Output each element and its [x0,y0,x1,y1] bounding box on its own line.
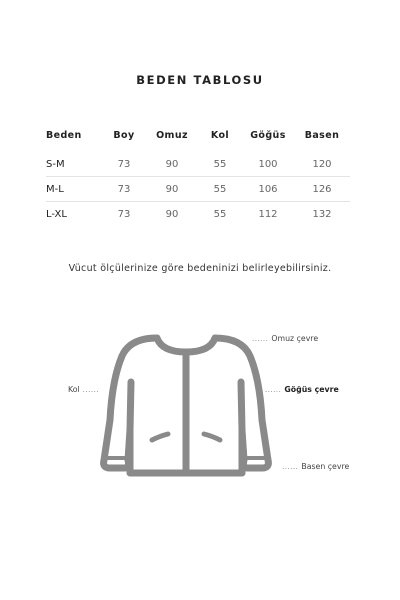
left-pocket [152,434,168,440]
right-pocket [204,434,220,440]
header-kol: Kol [210,129,230,141]
boy-cell: 73 [117,208,131,220]
garment-diagram [0,320,400,490]
left-sleeve-seam [130,382,131,430]
dotted-leader: ...... [252,334,269,343]
omuz-cell: 90 [146,177,198,202]
sleeve-callout [68,385,99,394]
hip-callout [282,462,349,471]
page-title: BEDEN TABLOSU [136,73,264,87]
right-sleeve-seam [241,382,242,430]
shoulder-label: Omuz çevre [271,334,319,343]
boy-cell: 73 [102,177,146,202]
basen-cell: 132 [312,208,332,220]
measurement-note: Vücut ölçülerinize göre bedeninizi belirleyebilirsiniz. [68,263,332,274]
table-row [46,202,350,227]
chest-callout [265,385,339,394]
header-omuz: Omuz [156,129,188,141]
table-header-row [46,124,350,146]
header-basen: Basen [304,129,340,141]
kol-cell: 55 [198,146,242,177]
omuz-cell: 90 [165,208,179,220]
size-cell: S-M [46,146,102,177]
sleeve-label: Kol [68,385,80,394]
gogus-cell: 112 [258,208,278,220]
chest-label: Göğüs çevre [284,385,339,394]
size-cell: M-L [46,177,102,202]
boy-cell: 73 [102,146,146,177]
basen-cell: 120 [294,146,350,177]
header-boy: Boy [113,129,135,141]
size-cell: L-XL [46,208,67,220]
hip-label: Basen çevre [301,462,350,471]
kol-cell: 55 [213,208,227,220]
gogus-cell: 100 [242,146,294,177]
omuz-cell: 90 [146,146,198,177]
shoulder-callout [252,334,318,343]
header-gogus: Göğüs [250,129,286,141]
dotted-leader: ...... [265,385,282,394]
table-row [46,146,350,177]
gogus-cell: 106 [242,177,294,202]
table-row [46,177,350,202]
kol-cell: 55 [198,177,242,202]
basen-cell: 126 [294,177,350,202]
dotted-leader: ...... [282,462,299,471]
header-beden: Beden [46,129,82,141]
dotted-leader: ...... [82,385,100,394]
size-table [46,124,350,226]
